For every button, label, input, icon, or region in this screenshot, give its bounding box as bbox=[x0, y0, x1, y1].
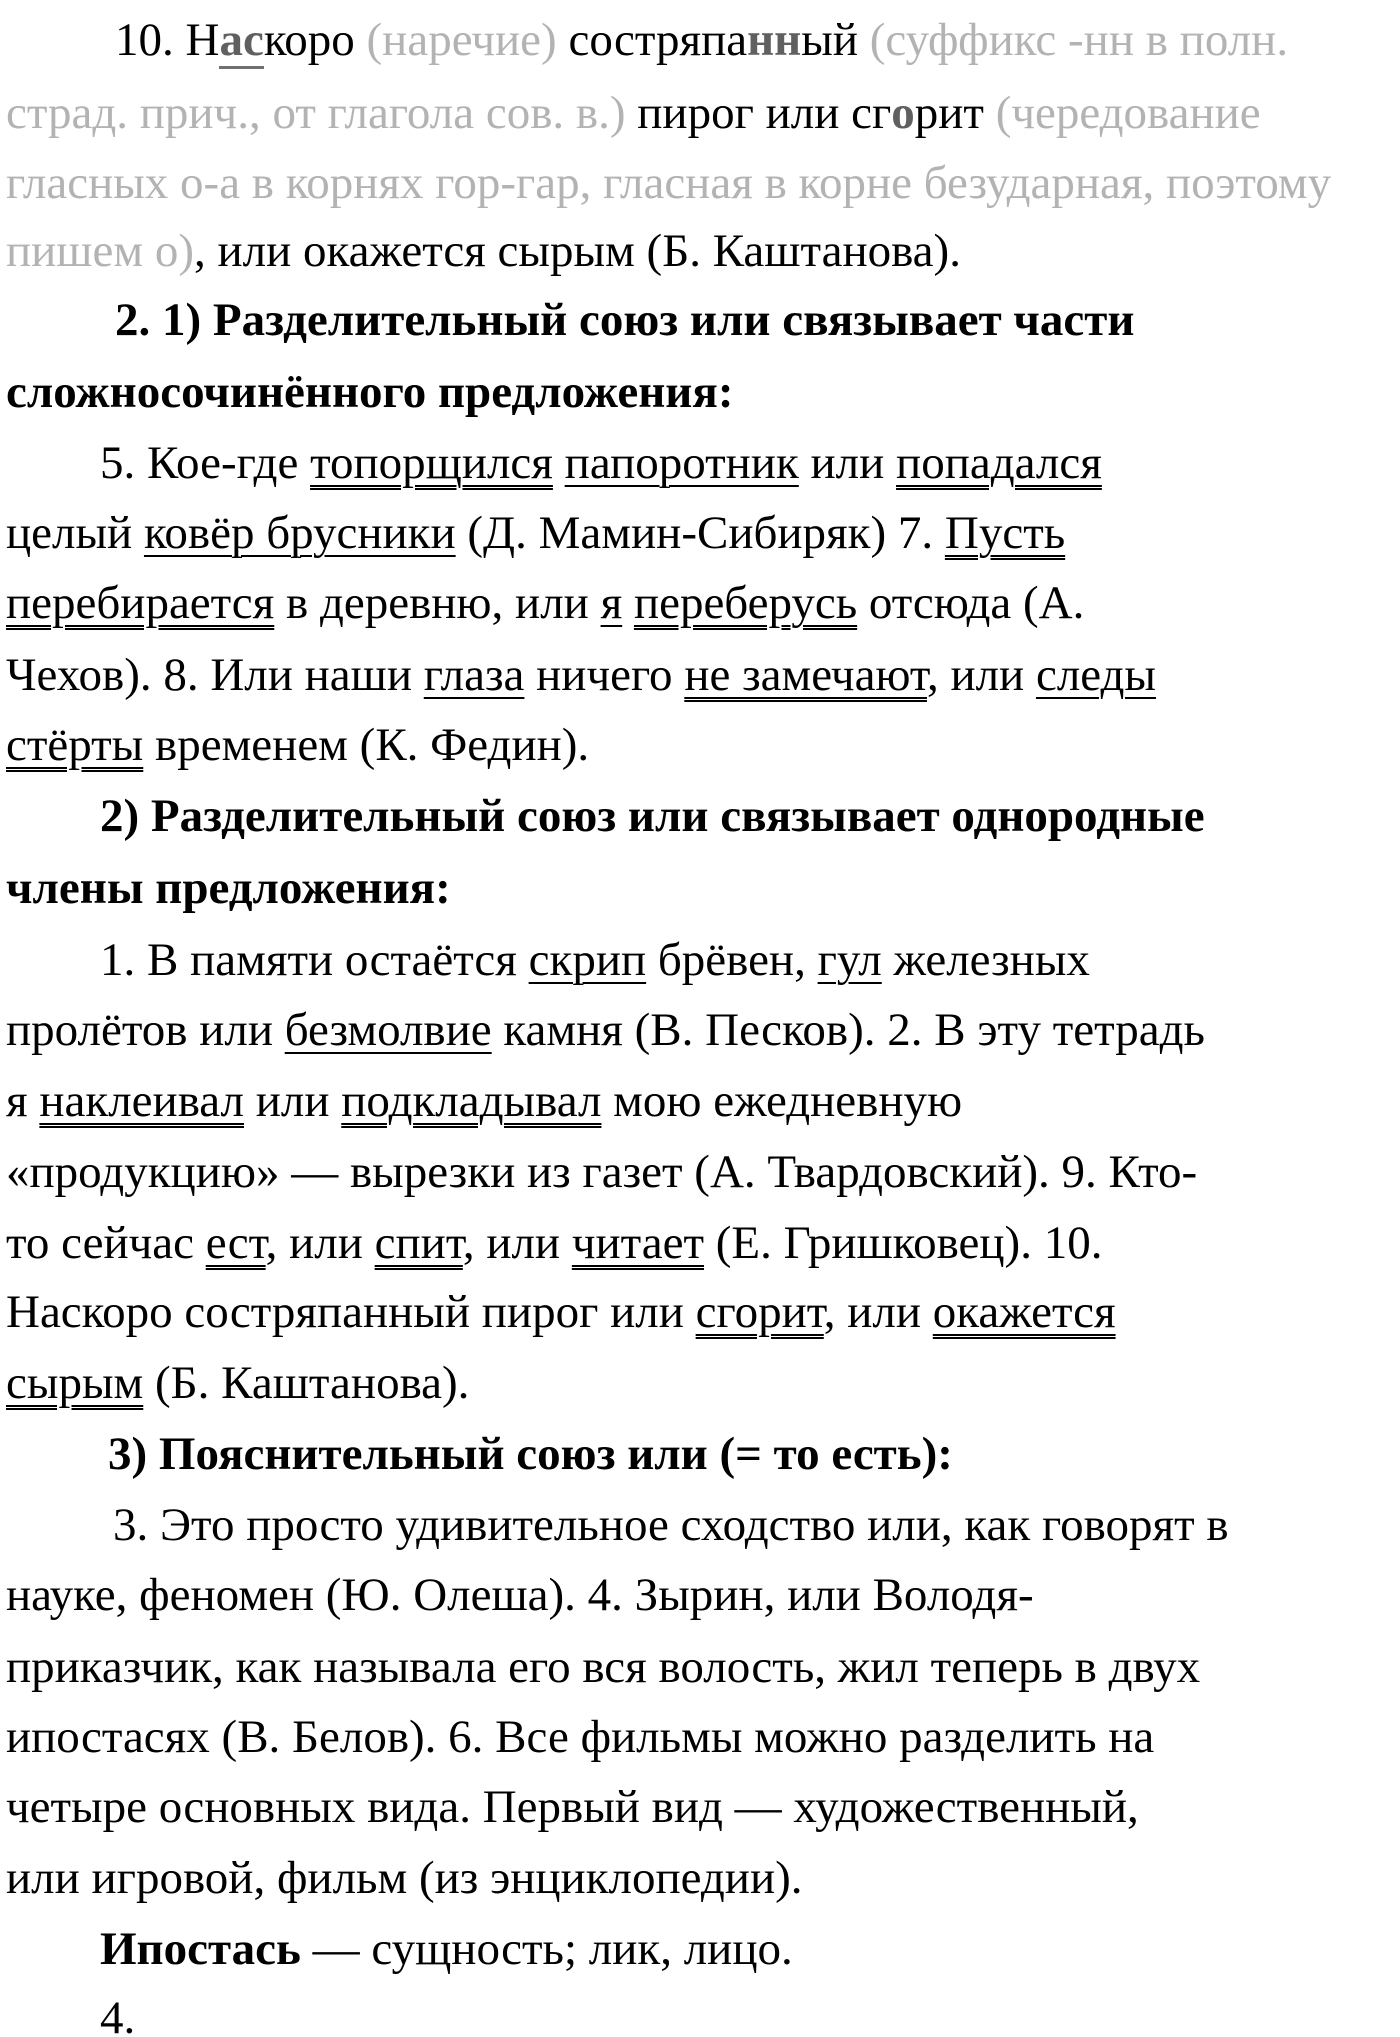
homogeneous-member: наклеивал bbox=[39, 1075, 244, 1127]
section2-heading-cont: члены предложения: bbox=[6, 862, 451, 914]
homogeneous-member: сгорит bbox=[695, 1286, 824, 1338]
example-line: то сейчас ест, или спит, или читает (Е. Гришковец). 10. bbox=[6, 1217, 1103, 1269]
example-line: я наклеивал или подкладывал мою ежедневную bbox=[6, 1075, 963, 1127]
subject: следы bbox=[1035, 649, 1157, 701]
example-line: пролётов или безмолвие камня (В. Песков). 2. В эту тетрадь bbox=[6, 1004, 1205, 1056]
glossary-term: Ипостась bbox=[100, 1923, 301, 1975]
homogeneous-member: скрип bbox=[528, 934, 647, 986]
next-item-number: 4. bbox=[100, 1992, 136, 2037]
annotation: пишем о) bbox=[6, 225, 194, 277]
example-line: приказчик, как называла его вся волость, жил теперь в двух bbox=[6, 1641, 1201, 1693]
homogeneous-member: спит bbox=[374, 1217, 463, 1269]
item10-line-3: гласных о-а в корнях гор-гар, гласная в корне безударная, поэтому bbox=[6, 157, 1332, 209]
predicate: переберусь bbox=[633, 577, 858, 629]
predicate: перебирается bbox=[6, 577, 275, 629]
section1-heading: 2. 1) Разделительный союз или связывает части bbox=[115, 294, 1135, 346]
predicate: топорщился bbox=[310, 437, 553, 489]
example-line: целый ковёр брусники (Д. Мамин-Сибиряк) 7. Пусть bbox=[6, 507, 1066, 559]
annotation: (чередование bbox=[995, 87, 1261, 139]
example-line: ипостасях (В. Белов). 6. Все фильмы можно разделить на bbox=[6, 1711, 1155, 1763]
item10-line-2: страд. прич., от глагола сов. в.) пирог или сгорит (чередование bbox=[6, 87, 1261, 139]
example-line: четыре основных вида. Первый вид — художественный, bbox=[6, 1781, 1139, 1833]
homogeneous-member: безмолвие bbox=[284, 1004, 492, 1056]
example-line: стёрты временем (К. Федин). bbox=[6, 719, 590, 771]
annotation: (наречие) bbox=[366, 14, 557, 66]
example-line: 5. Кое-где топорщился папоротник или попадался bbox=[100, 437, 1102, 489]
homogeneous-member: ест bbox=[205, 1217, 266, 1269]
homogeneous-member: подкладывал bbox=[341, 1075, 602, 1127]
example-line: Наскоро состряпанный пирог или сгорит, или окажется bbox=[6, 1286, 1116, 1338]
section2-heading: 2) Разделительный союз или связывает однородные bbox=[100, 790, 1205, 842]
homogeneous-member: окажется bbox=[932, 1286, 1116, 1338]
subject: ковёр брусники bbox=[143, 507, 456, 559]
example-line: 1. В памяти остаётся скрип брёвен, гул железных bbox=[100, 934, 1090, 986]
section1-heading-cont: сложносочинённого предложения: bbox=[6, 366, 734, 418]
example-line: 3. Это просто удивительное сходство или, как говорят в bbox=[113, 1499, 1229, 1551]
predicate: попадался bbox=[896, 437, 1102, 489]
annotation: (суффикс -нн в полн. bbox=[869, 14, 1289, 66]
example-line: Чехов). 8. Или наши глаза ничего не замечают, или следы bbox=[6, 649, 1157, 701]
glossary-entry bbox=[100, 1923, 793, 1975]
item10-line-4: пишем о), или окажется сырым (Б. Каштанова). bbox=[6, 225, 961, 277]
predicate: Пусть bbox=[944, 507, 1066, 559]
example-line: или игровой, фильм (из энциклопедии). bbox=[6, 1852, 803, 1904]
homogeneous-member: читает bbox=[571, 1217, 705, 1269]
subject: я bbox=[600, 577, 623, 629]
glossary-definition: — сущность; лик, лицо. bbox=[300, 1923, 793, 1975]
subject: глаза bbox=[423, 649, 525, 701]
annotation: страд. прич., от глагола сов. в.) bbox=[6, 87, 626, 139]
homogeneous-member: сырым bbox=[6, 1357, 144, 1409]
subject: папоротник bbox=[564, 437, 799, 489]
predicate: не замечают bbox=[684, 649, 927, 701]
example-line: перебирается в деревню, или я переберусь отсюда (А. bbox=[6, 577, 1085, 629]
example-line: «продукцию» — вырезки из газет (А. Твардовский). 9. Кто- bbox=[6, 1146, 1198, 1198]
item10-line-1: 10. Наскоро (наречие) состряпанный (суффикс -нн в полн. bbox=[115, 17, 1288, 64]
example-line: сырым (Б. Каштанова). bbox=[6, 1357, 470, 1409]
section3-heading: 3) Пояснительный союз или (= то есть): bbox=[108, 1428, 953, 1480]
predicate: стёрты bbox=[6, 719, 144, 771]
example-line: науке, феномен (Ю. Олеша). 4. Зырин, или Володя- bbox=[6, 1569, 1034, 1621]
homogeneous-member: гул bbox=[817, 934, 882, 986]
